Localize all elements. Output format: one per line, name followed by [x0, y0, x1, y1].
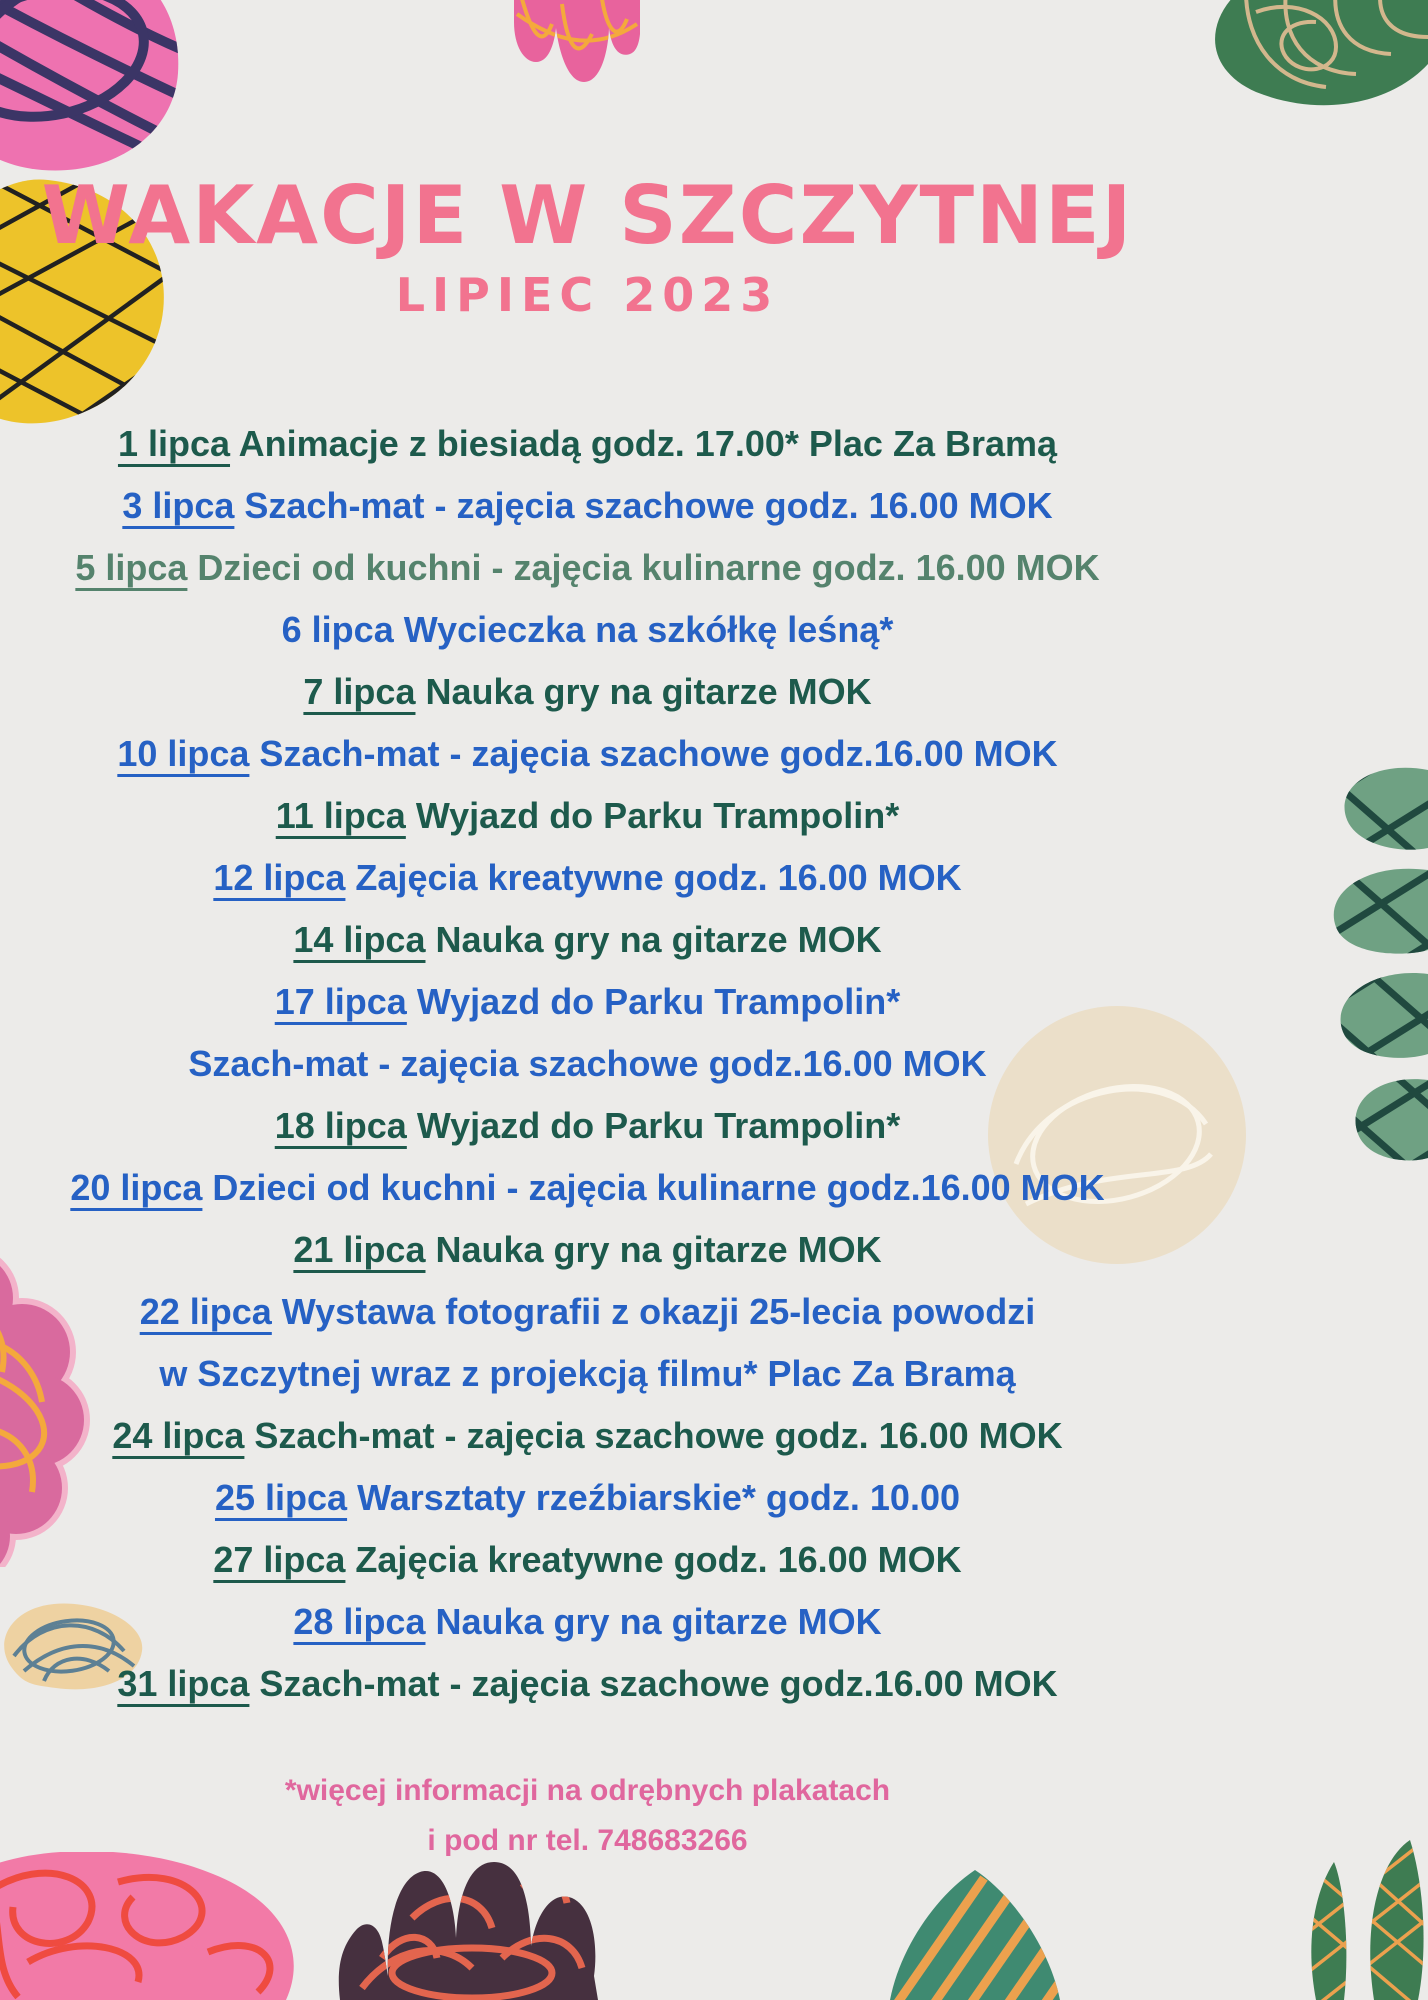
- poster-footer: [0, 1766, 1175, 1866]
- teal-striped-cone-bottom-icon: [874, 1868, 1076, 2000]
- poster-title: WAKACJE W SZCZYTNEJ: [41, 169, 1134, 262]
- event-line: [0, 723, 1175, 785]
- event-text: w Szczytnej wraz z projekcją filmu* Plac Za Bramą: [159, 1353, 1016, 1394]
- event-line: [0, 1529, 1175, 1591]
- pink-scribble-blob-bottom-left-icon: [0, 1852, 328, 2000]
- event-date: 5 lipca: [75, 547, 188, 588]
- event-text: Wycieczka na szkółkę leśną*: [393, 609, 894, 650]
- event-date: 21 lipca: [293, 1229, 426, 1270]
- event-line: [0, 1591, 1175, 1653]
- events-list: [0, 413, 1175, 1715]
- event-line: [0, 1343, 1175, 1405]
- event-line: [0, 1653, 1175, 1715]
- event-text: Szach-mat - zajęcia szachowe godz. 16.00 MOK: [234, 485, 1053, 526]
- event-line: [0, 1157, 1175, 1219]
- event-text: Animacje z biesiadą godz. 17.00* Plac Za Bramą: [230, 423, 1058, 464]
- event-text: Nauka gry na gitarze MOK: [415, 671, 872, 712]
- event-date: 27 lipca: [213, 1539, 346, 1580]
- event-line: [0, 1281, 1175, 1343]
- event-text: Wyjazd do Parku Trampolin*: [406, 981, 901, 1022]
- event-text: Nauka gry na gitarze MOK: [425, 1601, 882, 1642]
- event-date: 6 lipca: [281, 609, 394, 650]
- event-text: Wyjazd do Parku Trampolin*: [405, 795, 900, 836]
- event-date: 28 lipca: [293, 1601, 426, 1642]
- event-date: 18 lipca: [274, 1105, 407, 1146]
- event-date: 11 lipca: [275, 795, 406, 836]
- green-leaves-bottom-right-icon: [1288, 1838, 1428, 2000]
- event-text: Warsztaty rzeźbiarskie* godz. 10.00: [347, 1477, 960, 1518]
- event-line: [0, 599, 1175, 661]
- event-text: Wyjazd do Parku Trampolin*: [406, 1105, 901, 1146]
- event-date: 14 lipca: [293, 919, 426, 960]
- event-line: [0, 1405, 1175, 1467]
- event-line: [0, 661, 1175, 723]
- green-scribble-blob-top-right-icon: [1186, 0, 1428, 110]
- event-text: Dzieci od kuchni - zajęcia kulinarne godz. 16.00 MOK: [187, 547, 1100, 588]
- event-line: [0, 785, 1175, 847]
- event-text: Szach-mat - zajęcia szachowe godz. 16.00 MOK: [244, 1415, 1063, 1456]
- event-line: [0, 1219, 1175, 1281]
- footer-info-line: *więcej informacji na odrębnych plakatach: [284, 1774, 891, 1807]
- event-text: Zajęcia kreatywne godz. 16.00 MOK: [345, 857, 962, 898]
- footer-phone-line: i pod nr tel. 748683266: [427, 1824, 748, 1857]
- event-date: 12 lipca: [213, 857, 346, 898]
- event-text: Dzieci od kuchni - zajęcia kulinarne godz.16.00 MOK: [202, 1167, 1105, 1208]
- event-line: [0, 413, 1175, 475]
- event-line: [0, 1095, 1175, 1157]
- event-line: [0, 1467, 1175, 1529]
- event-line: [0, 1033, 1175, 1095]
- event-line: [0, 971, 1175, 1033]
- poster-subtitle: LIPIEC 2023: [395, 268, 780, 322]
- event-line: [0, 475, 1175, 537]
- event-date: 17 lipca: [274, 981, 407, 1022]
- event-line: [0, 847, 1175, 909]
- event-date: 7 lipca: [303, 671, 416, 712]
- event-text: Wystawa fotografii z okazji 25-lecia powodzi: [271, 1291, 1036, 1332]
- event-date: 10 lipca: [117, 733, 250, 774]
- purple-hand-leaf-bottom-icon: [322, 1858, 652, 2000]
- event-text: Szach-mat - zajęcia szachowe godz.16.00 MOK: [188, 1043, 987, 1084]
- event-text: Szach-mat - zajęcia szachowe godz.16.00 MOK: [249, 733, 1058, 774]
- event-date: 24 lipca: [112, 1415, 245, 1456]
- event-line: [0, 909, 1175, 971]
- event-text: Nauka gry na gitarze MOK: [425, 1229, 882, 1270]
- event-date: 31 lipca: [117, 1663, 250, 1704]
- event-text: Szach-mat - zajęcia szachowe godz.16.00 MOK: [249, 1663, 1058, 1704]
- event-date: 1 lipca: [117, 423, 231, 464]
- event-text: Zajęcia kreatywne godz. 16.00 MOK: [345, 1539, 962, 1580]
- event-text: Nauka gry na gitarze MOK: [425, 919, 882, 960]
- event-line: [0, 537, 1175, 599]
- event-date: 25 lipca: [214, 1477, 348, 1518]
- green-fern-leaf-right-icon: [1308, 762, 1428, 1187]
- event-date: 22 lipca: [139, 1291, 272, 1332]
- event-date: 3 lipca: [122, 485, 235, 526]
- event-date: 20 lipca: [70, 1167, 203, 1208]
